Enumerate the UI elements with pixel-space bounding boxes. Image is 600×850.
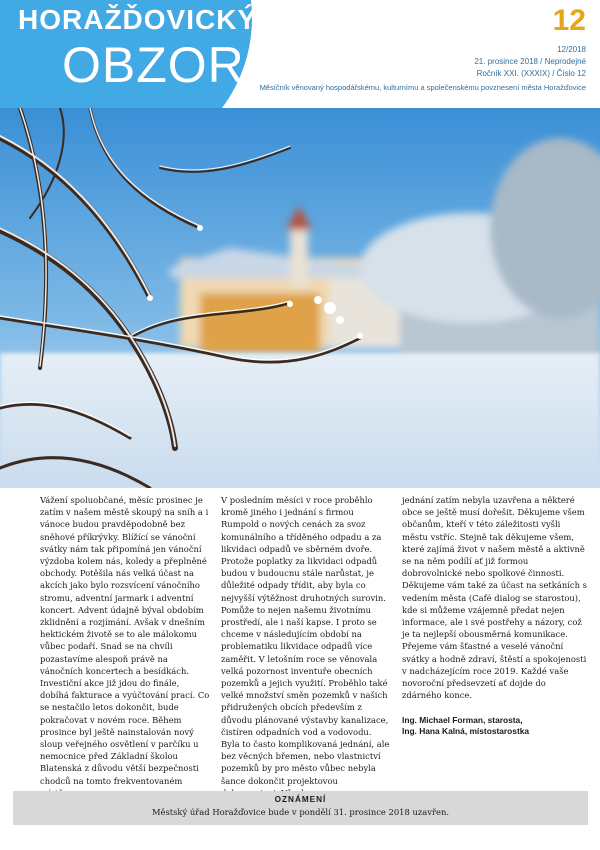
notice-box xyxy=(13,791,588,825)
issue-short: 12/2018 xyxy=(557,45,586,54)
article-column-2 xyxy=(221,494,391,799)
notice-title: OZNÁMENÍ xyxy=(274,795,327,804)
issue-date-price: 21. prosince 2018 / Neprodejné xyxy=(474,57,586,66)
signatures xyxy=(402,715,588,737)
hero-photo xyxy=(0,108,600,488)
signature-deputy-mayor: Ing. Hana Kalná, místostarostka xyxy=(402,726,530,737)
article-column-1 xyxy=(40,494,210,799)
article-text-col3: jednání zatím nebyla uzavřena a některé obce se ještě musí dořešit. Děkujeme všem občanům, kteří v této záležitosti vyšli městu vstříc. Stejně tak děkujeme všem, které zajímá život v našem městě a aktivně se na něm podílí ať již formou dobrovolnické nebo spolkové činnosti. Děkujeme vám také za účast na setkáních s vedením města (Café dialog se starostou), kde si můžeme vzájemně předat nejen informace, ale i své postřehy a názory, což je ta nejlepší obousměrná komunikace. Přejeme vám šťastné a veselé vánoční svátky a hodně zdraví, štěstí a spokojenosti v nadcházejícím roce 2019. Každé vaše novoroční předsevzetí ať dojde do zdárného konce. xyxy=(402,495,587,701)
article-text-col2: V posledním měsíci v roce proběhlo kromě jiného i jednání s firmou Rumpold o nových cenách za svoz komunálního a tříděného odpadu a za likvidaci odpadů ve sběrném dvoře. Protože poplatky za likvidaci odpadů budou v budoucnu stále narůstat, je důležité odpady třídit, aby byla co nejvyšší výtěžnost druhotných surovin. Pomůže to nejen našemu životnímu prostředí, ale i naší kapse. I proto se chceme v následujícím období na problematiku likvidace odpadů více zaměřit. V letošním roce se věnovala velká pozornost inventuře obecních pozemků a jejich využití. Proběhlo také velké množství směn pozemků v našich přidružených obcích především z důvodu plánované výstavby kanalizace, čistíren odpadních vod a vodovodu. Byla to často komplikovaná jednání, ale bez věcných břemen, nebo vlastnictví pozemků by pro město vůbec nebyla šance dokončit projektovou xyxy=(221,495,390,786)
signature-mayor: Ing. Michael Forman, starosta, xyxy=(402,715,523,726)
newspaper-title-line2: OBZOR xyxy=(62,37,245,93)
article-text-col1: Vážení spoluobčané, měsíc prosinec je zatím v našem městě skoupý na sníh a i vánoce budou pravděpodobně bez sněhové příkrývky. Blížící se vánoční svátky nám tak připomíná jen vánoční výzdoba kolem nás, koledy a přeplněné obchody. Potěšila nás velká účast na akcích jako bylo rozsvícení vánočního stromu, adventní jarmark i adventní koncert. Advent údajně býval obdobím zklidnění a rozjímání. Avšak v dnešním hektickém životě se to ale málokomu vůbec podaří. Snad se na chvíli pozastavíme alespoň právě na vánočních koncertech a besídkách. Investiční akce již jdou do finále, dobíhá fakturace a vyúčtování prací. Co se nestačilo letos dokončit, bude pokračovat v novém roce. Během prosince byl ještě nainstalován nový sloup veřejného osvětlení v parčíku u nemocnice před Základní školou Blatenská z důvodu větší bezpečnosti chodců na tomto frekventovaném xyxy=(40,495,210,786)
masthead xyxy=(0,0,600,108)
winter-scene-illustration xyxy=(0,108,600,488)
editorial-article xyxy=(40,494,588,792)
issue-number: 12 xyxy=(552,4,586,37)
article-column-3 xyxy=(402,494,588,737)
issue-volume: Ročník XXI. (XXXIX) / Číslo 12 xyxy=(476,69,586,78)
notice-text: Městský úřad Horažďovice bude v pondělí 31. prosince 2018 uzavřen. xyxy=(151,807,450,817)
newspaper-title-line1: HORAŽĎOVICKÝ xyxy=(18,4,258,35)
newspaper-subtitle: Měsíčník věnovaný hospodářskému, kulturnímu a společenskému povznesení města Horažďovice xyxy=(259,83,586,92)
